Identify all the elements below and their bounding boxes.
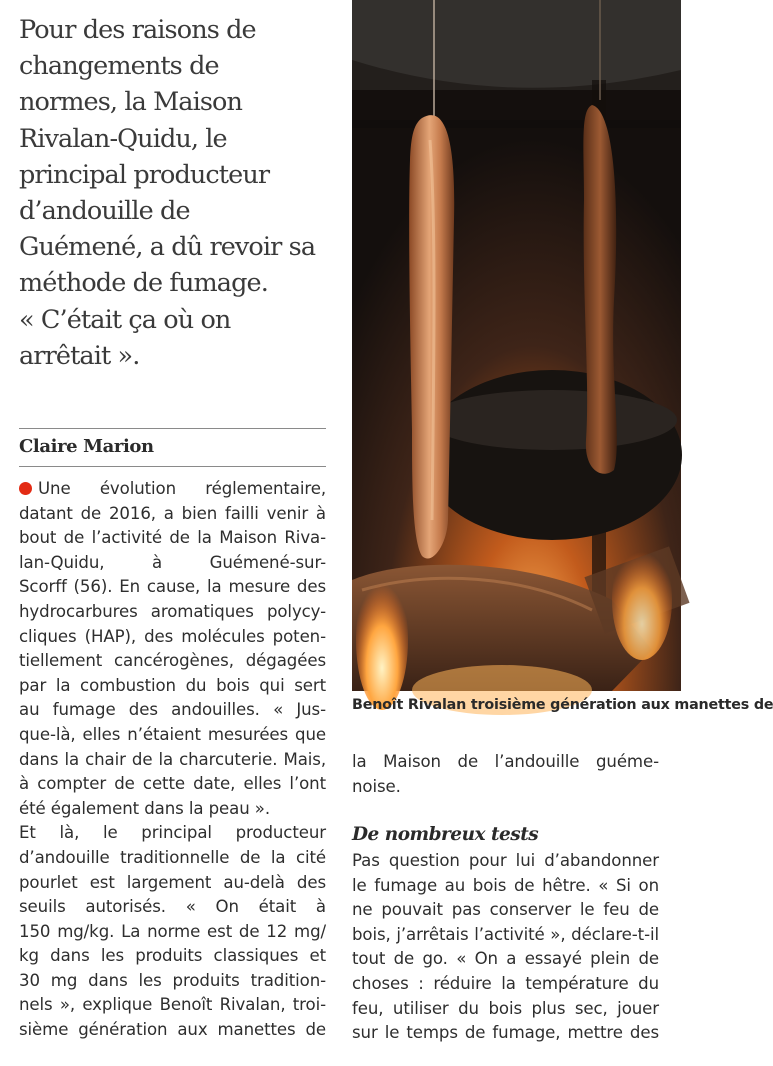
lead-line: « C’était ça où on (19, 304, 231, 335)
body-line: cliques (HAP), des molécules poten- (19, 626, 326, 646)
body-line: noise. (352, 776, 401, 796)
body-line: nels », explique Benoît Rivalan, troi- (19, 995, 326, 1015)
body-line: bois, j’arrêtais l’activité », déclare-t-il (352, 924, 659, 944)
byline-top-rule (19, 428, 326, 429)
body-line: été également dans la peau ». (19, 798, 271, 818)
body-line: à compter de cette date, elles l’ont (19, 774, 326, 794)
body-line: choses : réduire la température du (352, 973, 659, 993)
body-line: la Maison de l’andouille guéme- (352, 752, 659, 771)
section-subheading: De nombreux tests (352, 824, 539, 845)
body-line: sième génération aux manettes de (19, 1020, 326, 1040)
lead-line: d’andouille de (19, 196, 190, 227)
lead-line: Pour des raisons de (19, 15, 256, 45)
body-line: hydrocarbures aromatiques polycy- (19, 601, 326, 621)
lead-line: arrêtait ». (19, 340, 140, 371)
article-photo (352, 0, 681, 691)
body-line: au fumage des andouilles. « Jus- (19, 700, 326, 720)
author-name: Claire Marion (19, 436, 154, 457)
lead-line: normes, la Maison (19, 87, 243, 118)
body-line: que-là, elles n’étaient mesurées que (19, 724, 326, 744)
lead-line: méthode de fumage. (19, 268, 268, 299)
lead-line: changements de (19, 51, 219, 82)
body-column-right-top (352, 750, 659, 799)
body-line: pourlet est largement au-delà des (19, 872, 326, 892)
body-line: tout de go. « On a essayé plein de (352, 949, 659, 969)
byline-bottom-rule (19, 466, 326, 467)
body-line: sur le temps de fumage, mettre des (352, 1023, 659, 1043)
body-column-right-bottom (352, 849, 659, 1046)
body-line: kg dans les produits classiques et (19, 946, 326, 966)
body-line: Et là, le principal producteur (19, 823, 326, 843)
lead-line: Guémené, a dû revoir sa (19, 232, 316, 263)
body-line: d’andouille traditionnelle de la cité (19, 847, 326, 867)
body-line: 30 mg dans les produits tradition- (19, 970, 326, 990)
article-lead (19, 12, 331, 374)
body-line: seuils autorisés. « On était à (19, 897, 326, 917)
body-line: bout de l’activité de la Maison Riva- (19, 528, 326, 548)
lead-line: Rivalan-Quidu, le (19, 123, 227, 154)
bullet-icon (19, 482, 32, 495)
body-line: lan-Quidu, à Guémené-sur- (19, 552, 326, 572)
lead-line: principal producteur (19, 159, 270, 190)
body-line: datant de 2016, a bien failli venir à (19, 503, 326, 523)
body-column-left (19, 477, 326, 1043)
body-line: 150 mg/kg. La norme est de 12 mg/ (19, 921, 326, 941)
body-line: tiellement cancérogènes, dégagées (19, 651, 326, 671)
body-line: feu, utiliser du bois plus sec, jouer (352, 998, 659, 1018)
body-line: Une évolution réglementaire, (19, 477, 326, 502)
body-line: Pas question pour lui d’abandonner (352, 851, 659, 870)
body-line: le fumage au bois de hêtre. « Si on (352, 875, 659, 895)
body-line: Scorff (56). En cause, la mesure des (19, 577, 326, 597)
body-line: ne pouvait pas conserver le feu de (352, 900, 659, 920)
body-line: par la combustion du bois qui sert (19, 675, 326, 695)
smokehouse-photo (352, 0, 681, 691)
photo-caption: Benoît Rivalan troisième génération aux manettes de (352, 697, 773, 713)
body-line: dans la chair de la charcuterie. Mais, (19, 749, 326, 769)
